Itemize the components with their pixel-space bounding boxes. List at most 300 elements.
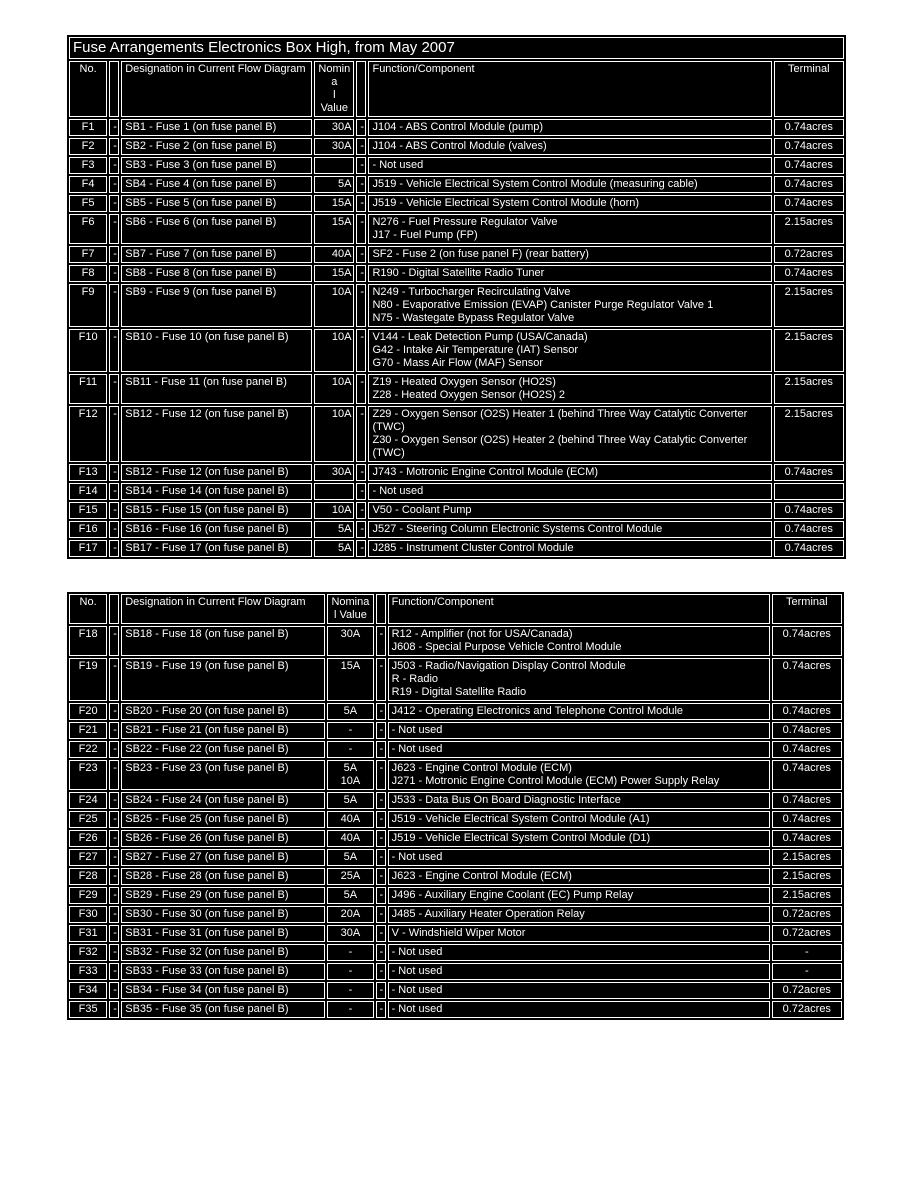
fuse-terminal [772, 626, 842, 656]
row-dash-separator-line: - [113, 267, 117, 279]
fuse-number [69, 703, 107, 720]
row-dash-separator-line: - [113, 908, 117, 920]
fuse-nominal-value [327, 741, 373, 758]
fuse-nominal-value-line: 15A [331, 267, 352, 279]
function-dash-separator-line: - [360, 121, 365, 133]
function-dash-separator-line: - [360, 178, 365, 190]
function-dash-separator [356, 138, 366, 155]
function-dash-separator [376, 760, 386, 790]
row-dash-separator-line: - [113, 927, 117, 939]
fuse-terminal-line: 2.15acres [784, 286, 833, 298]
row-dash-separator-line: - [113, 216, 117, 228]
row-dash-separator [109, 157, 119, 174]
function-dash-separator [356, 176, 366, 193]
fuse-terminal-line: 0.74acres [784, 178, 833, 190]
fuse-number [69, 792, 107, 809]
fuse-number [69, 329, 107, 372]
fuse-designation-line: SB22 - Fuse 22 (on fuse panel B) [125, 743, 289, 755]
fuse-function-component-line: G70 - Mass Air Flow (MAF) Sensor [372, 357, 544, 369]
fuse-number [69, 982, 107, 999]
fuse-row-f5 [69, 195, 844, 212]
row-dash-separator [109, 982, 119, 999]
fuse-designation-line: SB27 - Fuse 27 (on fuse panel B) [125, 851, 289, 863]
fuse-number-line: F30 [78, 908, 98, 920]
fuse-number-line: F32 [78, 946, 98, 958]
fuse-function-component-line: V50 - Coolant Pump [372, 504, 472, 516]
fuse-number-line: F26 [78, 832, 98, 844]
fuse-function-component-line: - Not used [391, 984, 443, 996]
header-no: No. [69, 594, 107, 624]
fuse-designation [121, 963, 325, 980]
fuse-terminal [774, 119, 844, 136]
fuse-number [69, 626, 107, 656]
row-dash-separator [109, 658, 119, 701]
function-dash-separator [376, 703, 386, 720]
fuse-terminal [774, 406, 844, 462]
fuse-function-component-line: - Not used [391, 965, 443, 977]
row-dash-separator-line: - [113, 628, 117, 640]
fuse-number-line: F29 [78, 889, 98, 901]
fuse-nominal-value-line: - [348, 724, 353, 736]
fuse-function-component-line: - Not used [391, 724, 443, 736]
fuse-function-component [368, 195, 771, 212]
fuse-function-component [388, 887, 770, 904]
fuse-function-component-line: R12 - Amplifier (not for USA/Canada) [391, 628, 573, 640]
function-dash-separator [356, 284, 366, 327]
fuse-row-f31 [69, 925, 842, 942]
fuse-terminal [774, 265, 844, 282]
row-dash-separator [109, 119, 119, 136]
fuse-terminal-line: 2.15acres [784, 216, 833, 228]
fuse-row-f23 [69, 760, 842, 790]
fuse-terminal [774, 138, 844, 155]
fuse-terminal-line: 0.74acres [784, 121, 833, 133]
fuse-designation-line: SB18 - Fuse 18 (on fuse panel B) [125, 628, 289, 640]
fuse-function-component [368, 138, 771, 155]
fuse-designation [121, 982, 325, 999]
fuse-function-component-line: R - Radio [391, 673, 439, 685]
fuse-row-f25 [69, 811, 842, 828]
fuse-terminal-line: 0.74acres [782, 628, 831, 640]
fuse-nominal-value [314, 157, 354, 174]
function-dash-separator-line: - [379, 762, 384, 774]
fuse-row-f4 [69, 176, 844, 193]
fuse-number [69, 265, 107, 282]
function-dash-separator-line: - [360, 248, 365, 260]
fuse-number-line: F9 [81, 286, 95, 298]
fuse-function-component [368, 176, 771, 193]
function-dash-separator [356, 540, 366, 557]
row-dash-separator-line: - [113, 408, 117, 420]
fuse-function-component-line: N80 - Evaporative Emission (EVAP) Canister Purge Regulator Valve 1 [372, 299, 714, 311]
function-dash-separator [376, 906, 386, 923]
fuse-nominal-value [314, 119, 354, 136]
function-dash-separator-line: - [379, 724, 384, 736]
fuse-function-component-line: J608 - Special Purpose Vehicle Control Module [391, 641, 622, 653]
fuse-function-component-line: J623 - Engine Control Module (ECM) [391, 870, 572, 882]
fuse-function-component [368, 329, 771, 372]
fuse-nominal-value [314, 265, 354, 282]
row-dash-separator [109, 246, 119, 263]
fuse-function-component [388, 792, 770, 809]
row-dash-separator [109, 195, 119, 212]
fuse-number [69, 1001, 107, 1018]
fuse-designation [121, 906, 325, 923]
fuse-number-line: F16 [78, 523, 98, 535]
fuse-designation [121, 406, 312, 462]
header-nominal-value [314, 61, 354, 117]
fuse-nominal-value [327, 703, 373, 720]
fuse-nominal-value-line: 10A [331, 331, 352, 343]
fuse-designation [121, 284, 312, 327]
fuse-terminal-line: 0.74acres [782, 660, 831, 672]
fuse-number-line: F11 [79, 376, 98, 388]
function-dash-separator-line: - [360, 542, 365, 554]
header-nominal-line2: l Value [320, 89, 348, 114]
fuse-designation [121, 464, 312, 481]
fuse-function-component-line: J527 - Steering Column Electronic Systems Control Module [372, 523, 663, 535]
fuse-function-component [388, 982, 770, 999]
fuse-rows-upper [69, 119, 844, 557]
fuse-designation [121, 195, 312, 212]
fuse-nominal-value [327, 906, 373, 923]
fuse-designation-line: SB33 - Fuse 33 (on fuse panel B) [125, 965, 289, 977]
function-dash-separator-line: - [379, 813, 384, 825]
fuse-terminal-line: - [804, 965, 809, 977]
fuse-nominal-value [314, 406, 354, 462]
fuse-function-component-line: - Not used [372, 159, 424, 171]
function-dash-separator [376, 741, 386, 758]
fuse-designation-line: SB21 - Fuse 21 (on fuse panel B) [125, 724, 289, 736]
fuse-function-component-line: J104 - ABS Control Module (pump) [372, 121, 544, 133]
fuse-number-line: F10 [78, 331, 98, 343]
function-dash-separator-line: - [360, 331, 365, 343]
function-dash-separator [376, 925, 386, 942]
function-dash-separator [376, 658, 386, 701]
fuse-function-component [368, 246, 771, 263]
row-dash-separator [109, 214, 119, 244]
fuse-function-component [368, 540, 771, 557]
row-dash-separator [109, 963, 119, 980]
fuse-designation [121, 483, 312, 500]
fuse-designation [121, 658, 325, 701]
fuse-row-f9 [69, 284, 844, 327]
fuse-nominal-value-line: 30A [331, 466, 352, 478]
fuse-terminal-line: 0.74acres [784, 523, 833, 535]
fuse-terminal [772, 811, 842, 828]
row-dash-separator-line: - [113, 794, 117, 806]
function-dash-separator [356, 214, 366, 244]
function-dash-separator-line: - [379, 984, 384, 996]
fuse-function-component [368, 502, 771, 519]
fuse-number-line: F33 [78, 965, 98, 977]
function-dash-separator [356, 265, 366, 282]
fuse-nominal-value-line: 5A [343, 705, 358, 717]
row-dash-separator-line: - [113, 946, 117, 958]
fuse-number-line: F1 [81, 121, 95, 133]
fuse-function-component-line: N249 - Turbocharger Recirculating Valve [372, 286, 571, 298]
fuse-function-component-line: V - Windshield Wiper Motor [391, 927, 526, 939]
fuse-row-f18 [69, 626, 842, 656]
fuse-nominal-value [327, 658, 373, 701]
fuse-terminal [772, 944, 842, 961]
fuse-function-component [368, 464, 771, 481]
fuse-nominal-value-line: 30A [340, 628, 361, 640]
fuse-function-component-line: J533 - Data Bus On Board Diagnostic Interface [391, 794, 621, 806]
fuse-row-f28 [69, 868, 842, 885]
fuse-row-f19 [69, 658, 842, 701]
fuse-row-f26 [69, 830, 842, 847]
fuse-number [69, 722, 107, 739]
row-dash-separator-line: - [113, 762, 117, 774]
row-dash-separator-line: - [113, 466, 117, 478]
fuse-function-component [388, 811, 770, 828]
row-dash-separator-line: - [113, 523, 117, 535]
fuse-terminal-line: 0.72acres [782, 908, 831, 920]
fuse-nominal-value-line: 10A [331, 504, 352, 516]
function-dash-separator [356, 119, 366, 136]
fuse-row-f1 [69, 119, 844, 136]
fuse-terminal-line: 0.74acres [782, 832, 831, 844]
fuse-function-component [388, 963, 770, 980]
fuse-terminal [774, 157, 844, 174]
fuse-function-component-line: - Not used [372, 485, 424, 497]
fuse-terminal [774, 483, 844, 500]
fuse-terminal [772, 982, 842, 999]
function-dash-separator [376, 830, 386, 847]
fuse-function-component [388, 944, 770, 961]
fuse-designation [121, 329, 312, 372]
function-dash-separator-line: - [360, 504, 365, 516]
fuse-nominal-value-line: 5A [343, 851, 358, 863]
fuse-designation-line: SB29 - Fuse 29 (on fuse panel B) [125, 889, 289, 901]
header-separator-cell [356, 61, 366, 117]
fuse-terminal [774, 284, 844, 327]
fuse-nominal-value [314, 176, 354, 193]
fuse-number-line: F12 [78, 408, 98, 420]
fuse-row-f22 [69, 741, 842, 758]
row-dash-separator-line: - [113, 724, 117, 736]
row-dash-separator-line: - [113, 140, 117, 152]
fuse-number-line: F22 [78, 743, 98, 755]
fuse-terminal [772, 792, 842, 809]
row-dash-separator [109, 502, 119, 519]
fuse-designation-line: SB31 - Fuse 31 (on fuse panel B) [125, 927, 289, 939]
function-dash-separator [356, 521, 366, 538]
fuse-nominal-value [314, 483, 354, 500]
fuse-nominal-value [327, 626, 373, 656]
function-dash-separator-line: - [360, 376, 365, 388]
fuse-nominal-value-line: 10A [331, 408, 352, 420]
row-dash-separator [109, 811, 119, 828]
row-dash-separator-line: - [113, 504, 117, 516]
fuse-designation [121, 703, 325, 720]
row-dash-separator-line: - [113, 197, 117, 209]
function-dash-separator-line: - [379, 628, 384, 640]
fuse-function-component-line: J271 - Motronic Engine Control Module (ECM) Power Supply Relay [391, 775, 720, 787]
fuse-function-component-line: - Not used [391, 743, 443, 755]
fuse-number [69, 963, 107, 980]
fuse-function-component [388, 849, 770, 866]
fuse-number [69, 760, 107, 790]
fuse-designation-line: SB14 - Fuse 14 (on fuse panel B) [125, 485, 289, 497]
fuse-designation [121, 741, 325, 758]
fuse-nominal-value-line: 5A [337, 542, 352, 554]
fuse-row-f12 [69, 406, 844, 462]
fuse-function-component-line: J104 - ABS Control Module (valves) [372, 140, 547, 152]
fuse-nominal-value-line: 5A [343, 794, 358, 806]
row-dash-separator-line: - [113, 813, 117, 825]
fuse-designation-line: SB34 - Fuse 34 (on fuse panel B) [125, 984, 289, 996]
fuse-function-component [388, 868, 770, 885]
header-separator-cell [109, 61, 119, 117]
fuse-number [69, 119, 107, 136]
fuse-terminal-line: 2.15acres [782, 851, 831, 863]
fuse-nominal-value-line: - [348, 946, 353, 958]
function-dash-separator-line: - [360, 140, 365, 152]
header-terminal: Terminal [774, 61, 844, 117]
fuse-number [69, 887, 107, 904]
row-dash-separator [109, 792, 119, 809]
row-dash-separator [109, 329, 119, 372]
fuse-nominal-value-line: 15A [331, 197, 352, 209]
fuse-designation-line: SB6 - Fuse 6 (on fuse panel B) [125, 216, 277, 228]
fuse-designation-line: SB11 - Fuse 11 (on fuse panel B) [125, 376, 287, 388]
table-title-row [69, 37, 844, 59]
fuse-terminal-line: 0.74acres [784, 504, 833, 516]
fuse-designation-line: SB17 - Fuse 17 (on fuse panel B) [125, 542, 289, 554]
fuse-designation-line: SB20 - Fuse 20 (on fuse panel B) [125, 705, 289, 717]
function-dash-separator-line: - [360, 267, 365, 279]
fuse-function-component-line: - Not used [391, 851, 443, 863]
fuse-designation [121, 265, 312, 282]
fuse-function-component [368, 521, 771, 538]
fuse-number-line: F14 [78, 485, 98, 497]
fuse-nominal-value-line: 15A [331, 216, 352, 228]
fuse-terminal-line: 0.74acres [782, 724, 831, 736]
fuse-terminal-line: 0.72acres [784, 248, 833, 260]
fuse-nominal-value [327, 887, 373, 904]
fuse-function-component-line: (TWC) [372, 447, 405, 459]
function-dash-separator [376, 963, 386, 980]
fuse-number [69, 944, 107, 961]
fuse-nominal-value [327, 944, 373, 961]
row-dash-separator-line: - [113, 965, 117, 977]
fuse-row-f35 [69, 1001, 842, 1018]
function-dash-separator-line: - [379, 870, 384, 882]
fuse-number [69, 906, 107, 923]
fuse-number [69, 284, 107, 327]
fuse-terminal [774, 195, 844, 212]
row-dash-separator [109, 176, 119, 193]
function-dash-separator-line: - [379, 743, 384, 755]
fuse-function-component [368, 157, 771, 174]
fuse-function-component-line: J743 - Motronic Engine Control Module (ECM) [372, 466, 599, 478]
fuse-nominal-value-line: 40A [340, 813, 361, 825]
fuse-designation-line: SB32 - Fuse 32 (on fuse panel B) [125, 946, 289, 958]
fuse-nominal-value [314, 214, 354, 244]
fuse-designation-line: SB12 - Fuse 12 (on fuse panel B) [125, 466, 289, 478]
fuse-number-line: F19 [78, 660, 98, 672]
fuse-nominal-value [314, 329, 354, 372]
fuse-row-f32 [69, 944, 842, 961]
fuse-number [69, 925, 107, 942]
row-dash-separator-line: - [113, 248, 117, 260]
fuse-terminal-line: 0.74acres [784, 140, 833, 152]
fuse-row-f29 [69, 887, 842, 904]
fuse-table-lower [65, 590, 846, 1022]
fuse-number-line: F6 [81, 216, 95, 228]
fuse-terminal-line: 0.74acres [784, 542, 833, 554]
fuse-terminal-line: 0.74acres [782, 813, 831, 825]
fuse-row-f30 [69, 906, 842, 923]
row-dash-separator-line: - [113, 1003, 117, 1015]
fuse-terminal-line: 0.74acres [784, 197, 833, 209]
table-header-row [69, 594, 842, 624]
row-dash-separator-line: - [113, 743, 117, 755]
fuse-designation-line: SB2 - Fuse 2 (on fuse panel B) [125, 140, 277, 152]
fuse-number [69, 483, 107, 500]
function-dash-separator [356, 246, 366, 263]
fuse-terminal [772, 722, 842, 739]
fuse-number-line: F2 [81, 140, 95, 152]
function-dash-separator-line: - [360, 485, 365, 497]
fuse-designation-line: SB4 - Fuse 4 (on fuse panel B) [125, 178, 277, 190]
fuse-row-f6 [69, 214, 844, 244]
fuse-row-f7 [69, 246, 844, 263]
row-dash-separator [109, 722, 119, 739]
fuse-nominal-value-line: 40A [331, 248, 352, 260]
fuse-function-component [388, 830, 770, 847]
fuse-number-line: F18 [78, 628, 98, 640]
function-dash-separator [376, 1001, 386, 1018]
fuse-nominal-value [314, 502, 354, 519]
fuse-function-component [388, 1001, 770, 1018]
function-dash-separator [376, 811, 386, 828]
fuse-function-component-line: - Not used [391, 946, 443, 958]
fuse-designation-line: SB5 - Fuse 5 (on fuse panel B) [125, 197, 277, 209]
fuse-row-f2 [69, 138, 844, 155]
fuse-number-line: F3 [81, 159, 95, 171]
function-dash-separator [376, 982, 386, 999]
fuse-function-component-line: G42 - Intake Air Temperature (IAT) Sensor [372, 344, 579, 356]
fuse-designation-line: SB25 - Fuse 25 (on fuse panel B) [125, 813, 289, 825]
fuse-designation [121, 925, 325, 942]
fuse-number [69, 868, 107, 885]
fuse-nominal-value [314, 284, 354, 327]
row-dash-separator [109, 849, 119, 866]
row-dash-separator [109, 265, 119, 282]
fuse-number [69, 811, 107, 828]
fuse-terminal [772, 760, 842, 790]
function-dash-separator [376, 887, 386, 904]
function-dash-separator [376, 849, 386, 866]
function-dash-separator-line: - [379, 889, 384, 901]
function-dash-separator-line: - [360, 159, 365, 171]
fuse-designation-line: SB26 - Fuse 26 (on fuse panel B) [125, 832, 289, 844]
fuse-number [69, 830, 107, 847]
fuse-terminal [774, 502, 844, 519]
fuse-designation-line: SB10 - Fuse 10 (on fuse panel B) [125, 331, 289, 343]
row-dash-separator [109, 406, 119, 462]
fuse-designation-line: SB30 - Fuse 30 (on fuse panel B) [125, 908, 289, 920]
fuse-number [69, 214, 107, 244]
row-dash-separator-line: - [113, 660, 117, 672]
fuse-nominal-value-line: 5A [343, 889, 358, 901]
fuse-function-component-line: J285 - Instrument Cluster Control Module [372, 542, 574, 554]
function-dash-separator [356, 329, 366, 372]
row-dash-separator-line: - [113, 542, 117, 554]
